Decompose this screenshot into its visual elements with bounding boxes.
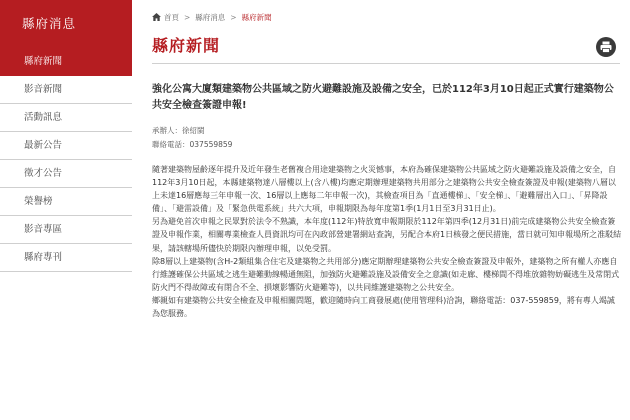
main-content (146, 0, 630, 420)
article-paragraph: 除8層以上建築物(含H-2類組集合住宅及建築物之共用部分)應定期辦理建築物公共安全檢查簽證及申報外，建築物之所有權人亦應自行維護確保公共區域之逃生避難動線暢通無阻，加強防火避難設施及設備安全之意識(如走廊、樓梯間不得堆放雜物妨礙逃生及常閉式防火門不得故障或有閉合不全、損壞影響防火避難等)，以共同維護建築物之公共安全。 (152, 256, 620, 292)
sidebar-item-video-zone[interactable]: 影音專區 (0, 216, 132, 244)
print-button[interactable] (596, 37, 616, 57)
article-meta (152, 124, 232, 152)
article-phone: 聯絡電話：037559859 (152, 140, 233, 149)
breadcrumb-current: 縣府新聞 (241, 13, 272, 22)
home-icon[interactable] (152, 13, 161, 21)
sidebar-item-events[interactable]: 活動訊息 (0, 104, 132, 132)
article-paragraph: 另為避免首次申報之民眾對於法令不熟識，本年度(112年)特放寬申報期限於112年第四季(12月31日)前完成建築物公共安全檢查簽證及申報作業，相關專業檢查人員資訊均可在內政部營建署網站查詢，另配合本府1日核發之便民措施，當日就可知申報場所之准駁結果，請該轄場所儘快於期限內辦理申報，以免受罰。 (152, 217, 622, 253)
sidebar-item-recruitment[interactable]: 徵才公告 (0, 160, 132, 188)
breadcrumb-news-link[interactable]: 縣府消息 (195, 13, 226, 22)
breadcrumb-separator: > (184, 13, 191, 22)
article-paragraph: 鄉親如有建築物公共安全檢查及申報相關問題，歡迎隨時向工商發展處(使用管理科)洽詢，聯絡電話：037-559859，將有專人竭誠為您服務。 (152, 295, 615, 319)
sidebar-header: 縣府消息 (0, 0, 132, 48)
article-title: 強化公寓大廈類建築物公共區域之防火避難設施及設備之安全，已於112年3月10日起正式實行建築物公共安全檢查簽證申報! (152, 84, 614, 111)
article-body (152, 163, 622, 320)
sidebar-item-county-journal[interactable]: 縣府專刊 (0, 244, 132, 272)
sidebar-item-county-news[interactable]: 縣府新聞 (0, 48, 132, 76)
title-divider (152, 63, 620, 64)
sidebar-item-honor-roll[interactable]: 榮譽榜 (0, 188, 132, 216)
breadcrumb (152, 12, 272, 23)
sidebar-item-latest-announcements[interactable]: 最新公告 (0, 132, 132, 160)
print-icon (596, 37, 616, 57)
sidebar-item-video-news[interactable]: 影音新聞 (0, 76, 132, 104)
article-paragraph: 隨著建築物屋齡逐年提升及近年發生老舊複合用途建築物之火災憾事，本府為確保建築物公共區域之防火避難設施及設備之安全，自112年3月10日起，本縣建築物達八層樓以上(含八樓)均應定期辦理建築物共用部分之建築物公共安全檢查簽證及申報(建築物八層以上未達16層應每三年申報一次、16層以上應每二年申報一次)，其檢查項目為「直通樓梯」、「安全梯」、「避難層出入口」、「昇降設備」、「避雷設備」及「緊急供電系統」共六大項，申報期限為每年度第1季(1月1日至3月31日止)。 (152, 165, 616, 214)
page-title: 縣府新聞 (152, 36, 221, 55)
breadcrumb-separator: > (230, 13, 237, 22)
breadcrumb-home-link[interactable]: 首頁 (164, 13, 179, 22)
article-contact: 承辦人：徐紹閩 (152, 126, 205, 135)
sidebar (0, 0, 132, 420)
